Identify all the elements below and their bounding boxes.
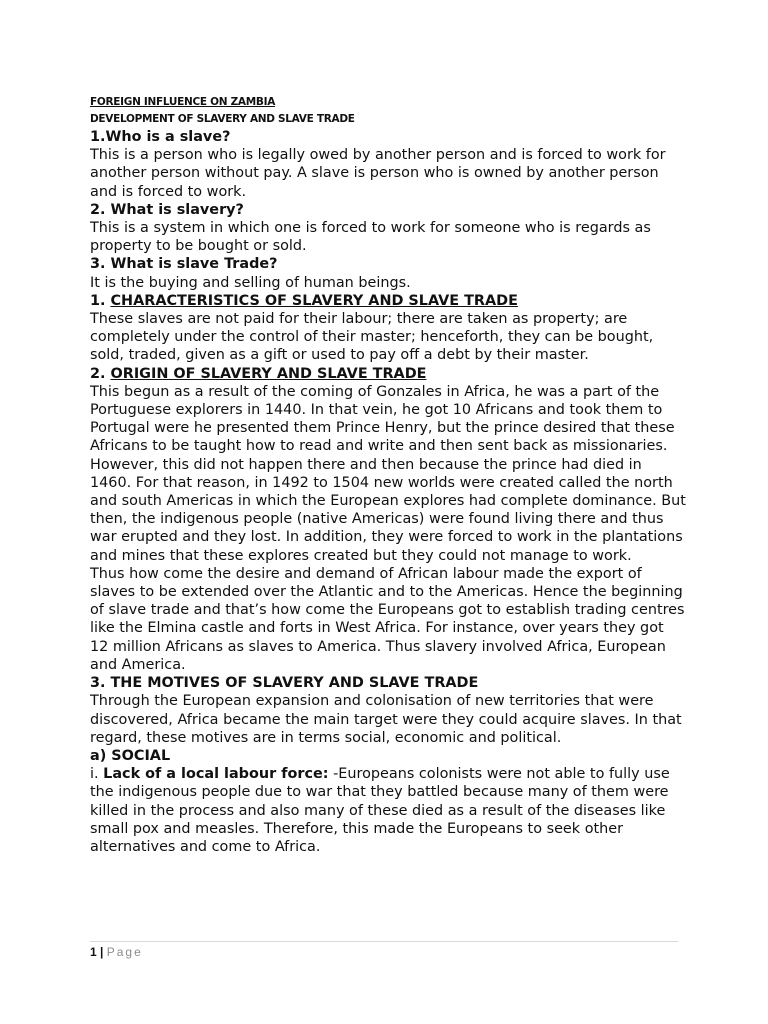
section-2-title: ORIGIN OF SLAVERY AND SLAVE TRADE: [110, 365, 427, 382]
point-i-prefix: i.: [90, 766, 104, 783]
section-3-heading: 3. THE MOTIVES OF SLAVERY AND SLAVE TRADE: [90, 675, 479, 692]
question-2-heading: 2. What is slavery?: [90, 201, 244, 218]
section-1-number: 1.: [90, 292, 111, 309]
point-i-bold-label: Lack of a local labour force:: [103, 766, 329, 783]
section-1-heading: [90, 292, 686, 310]
question-3-answer: It is the buying and selling of human beings.: [90, 274, 411, 291]
section-2-number: 2.: [90, 365, 111, 382]
question-1-answer: This is a person who is legally owed by another person and is forced to work for another person without pay. A slave is person who is owned by another person and is forced to work.: [90, 147, 666, 200]
page-number: 1: [90, 945, 97, 959]
page-footer: [90, 944, 143, 960]
question-3-heading: 3. What is slave Trade?: [90, 256, 278, 273]
section-2-paragraph-1: This begun as a result of the coming of Gonzales in Africa, he was a part of the Portuguese explorers in 1440. In that vein, he got 10 Africans and took them to Portugal were he presented them Prince Henry, but the prince desired that these Africans to be taught how to read and write and then sent back as missionaries. However, this did not happen there and then because the prince had died in 1460. For that reason, in 1492 to 1504 new worlds were created called the north and south Americas in which the European explores had complete dominance. But then, the indigenous people (native Americas) were found living there and thus war erupted and they lost. In addition, they were forced to work in the plantations and mines that these explores created but they could not manage to work.: [90, 383, 686, 564]
section-3-text: Through the European expansion and colonisation of new territories that were discovered, Africa became the main target were they could acquire slaves. In that regard, these motives are in terms social, economic and political.: [90, 693, 682, 746]
document-subtitle: DEVELOPMENT OF SLAVERY AND SLAVE TRADE: [90, 113, 355, 125]
section-1-text: These slaves are not paid for their labour; there are taken as property; are completely under the control of their master; henceforth, they can be bought, sold, traded, given as a gift or used to pay off a debt by their master.: [90, 311, 654, 364]
footer-separator: |: [96, 945, 107, 959]
question-2-answer: This is a system in which one is forced to work for someone who is regards as property to be bought or sold.: [90, 220, 651, 255]
page-word: Page: [106, 945, 143, 959]
question-1-heading: 1.Who is a slave?: [90, 129, 231, 145]
point-i-text: -Europeans colonists were not able to fully use the indigenous people due to war that they battled because many of them were killed in the process and also many of these died as a result of the diseases like small pox and measles. Therefore, this made the Europeans to seek other alternatives and come to Africa.: [90, 766, 670, 855]
section-1-title: CHARACTERISTICS OF SLAVERY AND SLAVE TRADE: [110, 292, 518, 309]
section-2-paragraph-2: Thus how come the desire and demand of African labour made the export of slaves to be extended over the Atlantic and to the Americas. Hence the beginning of slave trade and that’s how come the Europeans got to establish trading centres like the Elmina castle and forts in West Africa. For instance, over years they got 12 million Africans as slaves to America. Thus slavery involved Africa, European and America.: [90, 565, 685, 673]
social-subheading: [90, 747, 686, 765]
point-i-paragraph: [90, 765, 686, 856]
document-title: FOREIGN INFLUENCE ON ZAMBIA: [90, 96, 276, 108]
social-subheading-label: a) SOCIAL: [90, 747, 171, 764]
footer-divider: [90, 941, 678, 942]
section-2-heading: [90, 365, 686, 383]
document-body: [90, 94, 686, 856]
